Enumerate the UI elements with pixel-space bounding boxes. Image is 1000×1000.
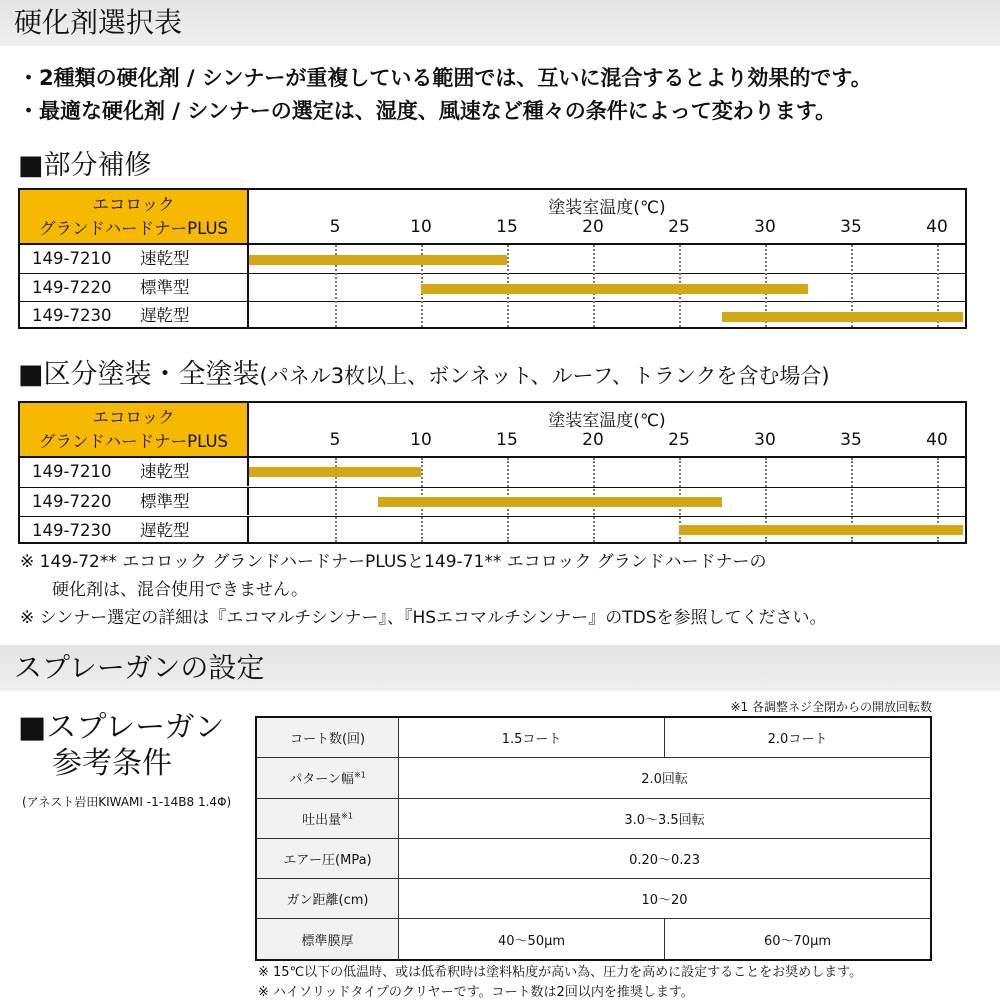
temperature-tick: 15	[496, 430, 518, 450]
temperature-range-bar	[249, 467, 421, 477]
product-type: 遅乾型	[140, 306, 190, 325]
spec-label-cell	[256, 798, 399, 838]
full-paint-heading-main: ■区分塗装・全塗装	[18, 359, 260, 390]
spec-footnote-mark: ※1	[341, 811, 353, 821]
temperature-tick: 25	[668, 430, 690, 450]
product-line2: グランドハードナーPLUS	[38, 219, 229, 238]
temperature-title: 塗装室温度(℃)	[548, 198, 666, 218]
spec-label-cell	[256, 758, 399, 798]
product-code: 149-7230	[32, 521, 112, 540]
spec-value: 1.5コート	[399, 717, 665, 758]
spec-label: コート数(回)	[256, 717, 399, 758]
spec-value: 60〜70μm	[665, 919, 931, 960]
temperature-tick: 10	[410, 217, 432, 237]
row-label	[20, 274, 249, 301]
product-code: 149-7210	[32, 462, 112, 481]
spec-value: 2.0回転	[399, 758, 931, 798]
spec-footnote-mark: ※1	[354, 771, 366, 781]
table-row	[256, 879, 931, 919]
table-row	[256, 919, 931, 960]
temperature-tick: 20	[582, 217, 604, 237]
note-line: ※ シンナー選定の詳細は『エコマルチシンナー』、『HSエコマルチシンナー』のTDSを参照してください。	[20, 608, 827, 628]
row-label	[20, 458, 249, 486]
temperature-tick: 35	[840, 430, 862, 450]
temperature-header	[249, 403, 965, 458]
bullet-note: ・2種類の硬化剤 / シンナーが重複している範囲では、互いに混合するとより効果的です。	[18, 66, 872, 90]
spec-label: パターン幅	[289, 772, 354, 788]
row-label	[20, 302, 249, 329]
product-line1: エコロック	[92, 195, 175, 214]
temperature-tick: 40	[926, 217, 948, 237]
product-type: 標準型	[140, 278, 190, 297]
product-line1: エコロック	[92, 408, 175, 427]
temperature-tick: 20	[582, 430, 604, 450]
product-label-cell	[20, 403, 249, 458]
product-label-cell	[20, 190, 249, 245]
spec-top-note: ※1 各調整ネジ全閉からの開放回転数	[730, 700, 932, 714]
temperature-range-bar	[249, 255, 507, 265]
row-label	[20, 488, 249, 515]
spray-spec-table	[255, 716, 932, 961]
section-title: 硬化剤選択表	[14, 6, 183, 39]
table-row	[256, 798, 931, 838]
row-label	[20, 245, 249, 273]
temperature-tick: 35	[840, 217, 862, 237]
temperature-tick: 25	[668, 217, 690, 237]
temperature-tick: 40	[926, 430, 948, 450]
spec-value: 2.0コート	[665, 717, 931, 758]
table-row	[256, 838, 931, 878]
partial-repair-heading: ■部分補修	[18, 150, 152, 181]
full-paint-heading	[18, 352, 830, 391]
footnote: ※ ハイソリッドタイプのクリヤーです。コート数は2回以内を推奨します。	[258, 985, 694, 1000]
temperature-tick: 30	[754, 217, 776, 237]
product-code: 149-7220	[32, 492, 112, 511]
temperature-tick: 10	[410, 430, 432, 450]
spec-value: 40〜50μm	[399, 919, 665, 960]
table-row	[20, 458, 965, 486]
product-code: 149-7220	[32, 278, 112, 297]
product-type: 遅乾型	[140, 521, 190, 540]
partial-repair-table	[18, 188, 967, 329]
temperature-range-bar	[679, 525, 963, 535]
product-type: 標準型	[140, 492, 190, 511]
temperature-header	[249, 190, 965, 245]
product-type: 速乾型	[140, 249, 190, 268]
full-paint-table	[18, 401, 967, 544]
temperature-tick: 5	[329, 217, 341, 237]
table-row	[256, 717, 931, 758]
table-row	[256, 758, 931, 798]
product-code: 149-7210	[32, 249, 112, 268]
spec-label: 標準膜厚	[256, 919, 399, 960]
spray-gun-title: ■スプレーガン	[18, 710, 225, 745]
note-line: 硬化剤は、混合使用できません。	[52, 580, 309, 600]
spec-label: エアー圧(MPa)	[256, 838, 399, 878]
product-line2: グランドハードナーPLUS	[38, 432, 229, 451]
temperature-tick: 5	[329, 430, 341, 450]
spec-label: ガン距離(cm)	[256, 879, 399, 919]
product-type: 速乾型	[140, 462, 190, 481]
temperature-range-bar	[378, 497, 722, 507]
footnote: ※ 15℃以下の低温時、或は低希釈時は塗料粘度が高い為、圧力を高めに設定することをお奨めします。	[258, 965, 863, 980]
spec-label: 吐出量	[302, 812, 342, 828]
spec-value: 3.0〜3.5回転	[399, 798, 931, 838]
spec-value: 0.20〜0.23	[399, 838, 931, 878]
section-header-hardener	[0, 0, 1000, 46]
note-line: ※ 149-72** エコロック グランドハードナーPLUSと149-71** エコロック グランドハードナーの	[20, 552, 767, 572]
temperature-tick: 30	[754, 430, 776, 450]
product-code: 149-7230	[32, 306, 112, 325]
spray-gun-subtitle: 参考条件	[52, 746, 172, 781]
temperature-range-bar	[722, 312, 963, 322]
row-label	[20, 517, 249, 544]
temperature-range-bar	[421, 284, 808, 294]
section-title: スプレーガンの設定	[14, 651, 265, 684]
spec-value: 10〜20	[399, 879, 931, 919]
full-paint-heading-paren: (パネル3枚以上、ボンネット、ルーフ、トランクを含む場合)	[259, 364, 830, 388]
bullet-note: ・最適な硬化剤 / シンナーの選定は、湿度、風速など種々の条件によって変わります。	[18, 99, 837, 123]
section-header-spray	[0, 645, 1000, 691]
temperature-tick: 15	[496, 217, 518, 237]
spray-gun-reference: (アネスト岩田KIWAMI -1-14B8 1.4Φ)	[22, 795, 232, 809]
temperature-title: 塗装室温度(℃)	[548, 411, 666, 431]
